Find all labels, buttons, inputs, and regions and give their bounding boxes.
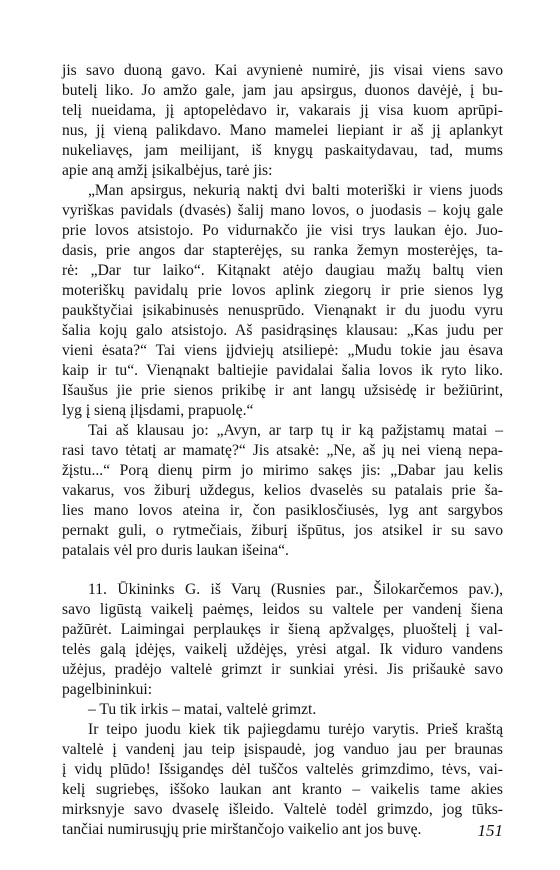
text-line: pagelbininkui: [62,681,153,698]
text-line: žįstu...“ Porą dienų pirm jo mirimo sakęs jis: „Dabar jau kelis [62,462,503,479]
text-line: paukštyčiai įsikabinusės nenusprūdo. Vienąnakt ir du juodu vyru [62,302,503,319]
text-line: nus, jį vieną palikdavo. Mano mamelei liepiant ir aš jį aplankyt [62,122,503,139]
text-line: Išaušus jie prie sienos prikibę ir ant langų užsisėdę ir bežiūrint, [62,382,503,399]
text-line: užėjus, pradėjo valtelė grimzt ir sunkiai yrėsi. Jis prišaukė savo [62,661,503,678]
text-line: mirksnyje savo dvaselę išleido. Valtelė todėl grimzdo, jog tūks- [62,801,503,818]
text-line: vakarus, vos žiburį uždegus, kelios dvaselės su patalais prie ša- [62,482,503,499]
page-number: 151 [477,821,503,840]
text-line: vyriškas pavidals (dvasės) šalij mano lovos, o juodasis – kojų gale [62,202,503,219]
text-line: pernakt guli, o rytmečiais, žiburį išpūtus, jos atsikel ir su savo [62,522,503,539]
text-line: „Man apsirgus, nekurią naktį dvi balti moteriški ir viens juods [88,182,503,199]
text-line: dasis, prie angos dar stapterėjęs, su ranka žemyn mosterėjęs, ta- [62,242,503,259]
text-line: jis savo duoną gavo. Kai avynienė numirė, jis visai viens savo [62,62,503,79]
text-line: nukeliavęs, jam meilijant, iš knygų paskaitydavau, tad, mums [62,142,503,159]
text-line: lyg į sieną įlįsdami, prapuolę.“ [62,402,254,419]
text-line: kaip ir tu“. Vienąnakt baltiejie pavidalai šalia lovos ik ryto liko. [62,362,503,379]
text-line: savo ligūstą vaikelį paėmęs, leidos su valtele per vandenį šiena [62,601,503,618]
text-line: telės galą įdėjęs, vaikelį uždėjęs, yrėsi atgal. Ik viduro vandens [62,641,503,658]
text-line: vieni ėsata?“ Tai viens įjdviejų atsiliepė: „Mudu tokie jau ėsava [62,342,503,359]
text-line: butelį liko. Jo amžo gale, jam jau apsirgus, duonos davėjė, į bu- [62,82,503,99]
text-line: lies mano lovos ateina ir, čon pasiklosčiusės, lyg ant sargybos [62,502,503,519]
text-line: kelį sugriebęs, iššoko laukan ant kranto – vaikelis tame akies [62,781,503,798]
text-line: rė: „Dar tur laiko“. Kitąnakt atėjo daugiau mažų baltų vien [62,262,503,279]
text-line: apie aną amžį įsikalbėjus, tarė jis: [62,162,273,179]
text-line: pažūrėt. Laimingai perplaukęs ir šieną apžvalgęs, pluoštelį į val- [62,621,503,638]
text-line: šalia kojų galo atsistojo. Aš pasidrąsinęs klausau: „Kas judu per [62,322,503,339]
text-line: rasi tavo tėtatį ar mamatę?“ Jis atsakė: „Ne, aš jų nei vieną nepa- [62,442,503,459]
text-line: valtelė į vandenį jau teip įsispaudė, jog vanduo jau per braunas [62,741,503,758]
text-line: tančiai numirusųjų prie mirštančojo vaikelio ant jos buvę. [62,821,422,838]
text-line: į vidų plūdo! Išsigandęs dėl tuščos valtelės grimzdimo, tėvs, vai- [62,761,503,778]
text-line: patalais vėl pro duris laukan išeina“. [62,542,289,559]
text-line: prie lovos atsistojo. Po vidurnakčo jie visi trys laukan ėjo. Juo- [62,222,503,239]
text-line: moteriškų pavidalų prie lovos aplink ziegorų ir prie sienos lyg [62,282,503,299]
text-line: telį nueidama, jį aptopelėdavo ir, vakarais jį visa kuom aprūpi- [62,102,503,119]
text-line: Tai aš klausau jo: „Avyn, ar tarp tų ir ką pažįstamų matai – [88,422,503,439]
text-line: – Tu tik irkis – matai, valtelė grimzt. [88,701,317,718]
text-line: Ir teipo juodu kiek tik pajiegdamu turėjo varytis. Prieš kraštą [88,721,503,738]
text-line: 11. Ūkininks G. iš Varų (Rusnies par., Šilokarčemos pav.), [88,581,503,598]
